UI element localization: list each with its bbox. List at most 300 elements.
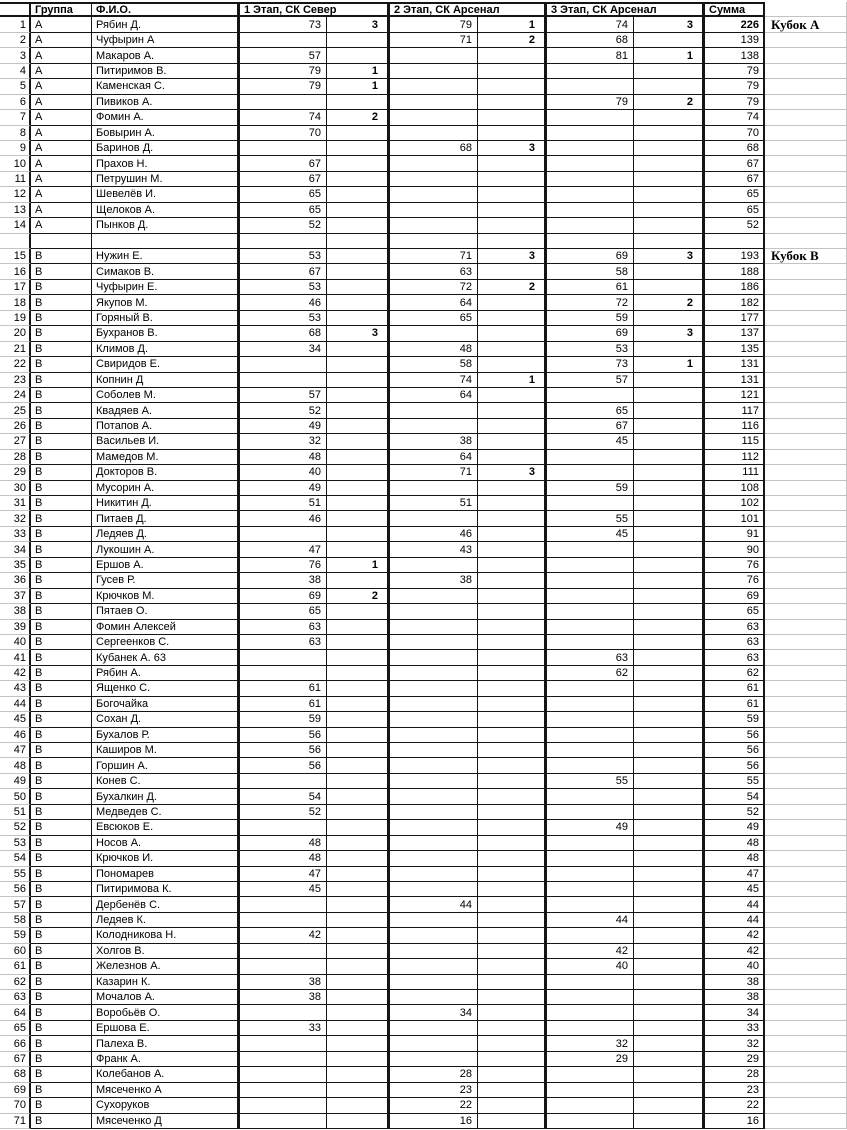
stage1-score-cell: 33: [240, 1021, 327, 1036]
stage2-bonus-cell: [478, 1098, 547, 1113]
sum-cell: 193: [705, 249, 765, 264]
stage1-score-cell: 76: [240, 558, 327, 573]
stage2-score-cell: [390, 697, 478, 712]
cup-cell: [765, 187, 847, 202]
row-number: 42: [0, 666, 31, 681]
stage2-bonus-cell: [478, 789, 547, 804]
row-number: [0, 234, 31, 249]
stage3-bonus-cell: [634, 342, 705, 357]
stage3-bonus-cell: [634, 234, 705, 249]
stage3-score-cell: [547, 110, 634, 125]
stage3-bonus-cell: [634, 388, 705, 403]
stage1-bonus-cell: [327, 913, 390, 928]
stage1-score-cell: [240, 1052, 327, 1067]
stage2-score-cell: [390, 851, 478, 866]
name-cell: Медведев С.: [92, 805, 240, 820]
row-number: 36: [0, 573, 31, 588]
group-cell: В: [31, 867, 92, 882]
stage2-bonus-cell: 1: [478, 17, 547, 32]
row-number: 22: [0, 357, 31, 372]
cup-cell: [765, 280, 847, 295]
sum-cell: 54: [705, 789, 765, 804]
group-cell: В: [31, 558, 92, 573]
row-number: 67: [0, 1052, 31, 1067]
stage2-bonus-cell: [478, 728, 547, 743]
cup-cell: [765, 1067, 847, 1082]
name-cell: Баринов Д.: [92, 141, 240, 156]
stage2-bonus-cell: [478, 944, 547, 959]
stage3-bonus-cell: 3: [634, 326, 705, 341]
row-number: 59: [0, 928, 31, 943]
stage1-score-cell: 57: [240, 48, 327, 63]
stage3-bonus-cell: [634, 1098, 705, 1113]
stage3-bonus-cell: [634, 758, 705, 773]
stage2-score-cell: [390, 820, 478, 835]
name-cell: Горшин А.: [92, 758, 240, 773]
stage1-bonus-cell: [327, 264, 390, 279]
cup-cell: [765, 928, 847, 943]
row-number: 52: [0, 820, 31, 835]
stage1-bonus-cell: [327, 805, 390, 820]
stage2-bonus-cell: [478, 1005, 547, 1020]
stage2-score-cell: [390, 805, 478, 820]
stage2-bonus-cell: [478, 64, 547, 79]
stage2-score-cell: [390, 95, 478, 110]
row-number: 57: [0, 897, 31, 912]
stage3-bonus-cell: [634, 604, 705, 619]
name-cell: Прахов Н.: [92, 156, 240, 171]
group-cell: В: [31, 434, 92, 449]
name-cell: Щелоков А.: [92, 203, 240, 218]
stage3-score-cell: [547, 743, 634, 758]
cup-cell: [765, 774, 847, 789]
sum-cell: 226: [705, 17, 765, 32]
stage2-bonus-cell: [478, 496, 547, 511]
name-cell: Рябин Д.: [92, 17, 240, 32]
stage1-score-cell: [240, 1067, 327, 1082]
stage3-bonus-cell: [634, 280, 705, 295]
cup-cell: [765, 434, 847, 449]
stage3-bonus-cell: 2: [634, 295, 705, 310]
stage3-bonus-cell: [634, 681, 705, 696]
group-cell: В: [31, 820, 92, 835]
group-cell: В: [31, 589, 92, 604]
sum-cell: 44: [705, 897, 765, 912]
stage3-score-cell: 42: [547, 944, 634, 959]
col-header-sum: Сумма: [705, 2, 765, 17]
row-number: 21: [0, 342, 31, 357]
cup-cell: [765, 481, 847, 496]
stage2-bonus-cell: [478, 975, 547, 990]
stage3-score-cell: [547, 867, 634, 882]
stage1-score-cell: [240, 913, 327, 928]
name-cell: Докторов В.: [92, 465, 240, 480]
stage1-bonus-cell: [327, 944, 390, 959]
name-cell: Колодникова Н.: [92, 928, 240, 943]
stage2-bonus-cell: [478, 928, 547, 943]
name-cell: Воробьёв О.: [92, 1005, 240, 1020]
name-cell: Нужин Е.: [92, 249, 240, 264]
name-cell: Рябин А.: [92, 666, 240, 681]
stage3-score-cell: [547, 635, 634, 650]
stage1-bonus-cell: [327, 357, 390, 372]
row-number: 48: [0, 758, 31, 773]
stage1-score-cell: 63: [240, 620, 327, 635]
stage1-score-cell: 38: [240, 975, 327, 990]
stage2-bonus-cell: [478, 172, 547, 187]
sum-cell: 121: [705, 388, 765, 403]
stage1-bonus-cell: 2: [327, 110, 390, 125]
cup-cell: [765, 511, 847, 526]
stage2-bonus-cell: [478, 1021, 547, 1036]
group-cell: В: [31, 311, 92, 326]
row-number: 31: [0, 496, 31, 511]
row-number: 43: [0, 681, 31, 696]
stage2-bonus-cell: 2: [478, 33, 547, 48]
group-cell: В: [31, 357, 92, 372]
sum-cell: 32: [705, 1036, 765, 1051]
stage3-bonus-cell: [634, 496, 705, 511]
stage2-bonus-cell: [478, 758, 547, 773]
stage2-bonus-cell: [478, 743, 547, 758]
cup-cell: [765, 33, 847, 48]
name-cell: Петрушин М.: [92, 172, 240, 187]
cup-cell: [765, 666, 847, 681]
cup-cell: [765, 1052, 847, 1067]
stage3-bonus-cell: [634, 990, 705, 1005]
group-cell: В: [31, 928, 92, 943]
stage3-score-cell: [547, 1083, 634, 1098]
sum-cell: 90: [705, 542, 765, 557]
stage3-bonus-cell: [634, 33, 705, 48]
stage2-bonus-cell: [478, 681, 547, 696]
stage1-bonus-cell: [327, 836, 390, 851]
group-cell: В: [31, 774, 92, 789]
stage2-score-cell: [390, 203, 478, 218]
stage1-score-cell: [240, 1098, 327, 1113]
stage2-bonus-cell: [478, 990, 547, 1005]
stage1-bonus-cell: [327, 496, 390, 511]
name-cell: Мочалов А.: [92, 990, 240, 1005]
name-cell: Бовырин А.: [92, 126, 240, 141]
row-number: 17: [0, 280, 31, 295]
stage2-bonus-cell: [478, 527, 547, 542]
name-cell: Мясеченко А: [92, 1083, 240, 1098]
stage2-score-cell: 72: [390, 280, 478, 295]
row-number: 53: [0, 836, 31, 851]
stage2-bonus-cell: [478, 326, 547, 341]
stage3-bonus-cell: [634, 1005, 705, 1020]
name-cell: Носов А.: [92, 836, 240, 851]
stage3-bonus-cell: 3: [634, 17, 705, 32]
stage1-score-cell: [240, 959, 327, 974]
stage1-bonus-cell: [327, 511, 390, 526]
stage3-bonus-cell: [634, 743, 705, 758]
stage1-score-cell: [240, 1036, 327, 1051]
stage3-bonus-cell: [634, 434, 705, 449]
stage1-score-cell: [240, 95, 327, 110]
stage3-bonus-cell: 1: [634, 357, 705, 372]
stage1-score-cell: 47: [240, 542, 327, 557]
row-number: 9: [0, 141, 31, 156]
stage2-bonus-cell: [478, 434, 547, 449]
stage3-bonus-cell: [634, 141, 705, 156]
group-cell: А: [31, 126, 92, 141]
stage1-bonus-cell: [327, 774, 390, 789]
stage3-bonus-cell: [634, 712, 705, 727]
cup-cell: [765, 820, 847, 835]
sum-cell: 42: [705, 928, 765, 943]
name-cell: Питаев Д.: [92, 511, 240, 526]
stage3-bonus-cell: [634, 126, 705, 141]
stage3-score-cell: 69: [547, 326, 634, 341]
sum-cell: 56: [705, 728, 765, 743]
stage1-score-cell: 46: [240, 511, 327, 526]
stage3-bonus-cell: [634, 1036, 705, 1051]
stage1-bonus-cell: [327, 48, 390, 63]
sum-cell: 33: [705, 1021, 765, 1036]
stage1-bonus-cell: [327, 1083, 390, 1098]
row-number: 58: [0, 913, 31, 928]
stage2-score-cell: 64: [390, 450, 478, 465]
stage1-score-cell: [240, 1114, 327, 1129]
cup-cell: [765, 156, 847, 171]
stage1-bonus-cell: [327, 620, 390, 635]
cup-cell: [765, 743, 847, 758]
cup-cell: [765, 110, 847, 125]
stage1-bonus-cell: [327, 156, 390, 171]
group-cell: В: [31, 975, 92, 990]
stage3-bonus-cell: [634, 373, 705, 388]
stage1-bonus-cell: 3: [327, 17, 390, 32]
cup-cell: [765, 789, 847, 804]
stage1-score-cell: 53: [240, 311, 327, 326]
cup-cell: [765, 1036, 847, 1051]
stage3-score-cell: 45: [547, 527, 634, 542]
cup-cell: [765, 64, 847, 79]
stage1-score-cell: 51: [240, 496, 327, 511]
name-cell: Чуфырин Е.: [92, 280, 240, 295]
cup-cell: [765, 264, 847, 279]
cup-cell: [765, 728, 847, 743]
stage1-bonus-cell: [327, 959, 390, 974]
name-cell: Франк А.: [92, 1052, 240, 1067]
stage1-bonus-cell: [327, 867, 390, 882]
group-cell: А: [31, 110, 92, 125]
stage1-bonus-cell: [327, 141, 390, 156]
name-cell: Крючков И.: [92, 851, 240, 866]
stage2-bonus-cell: [478, 1052, 547, 1067]
stage1-bonus-cell: [327, 1005, 390, 1020]
row-number: 35: [0, 558, 31, 573]
stage3-bonus-cell: [634, 836, 705, 851]
group-cell: В: [31, 1005, 92, 1020]
sum-cell: 76: [705, 573, 765, 588]
stage1-bonus-cell: 2: [327, 589, 390, 604]
stage3-score-cell: 65: [547, 403, 634, 418]
stage3-score-cell: 29: [547, 1052, 634, 1067]
stage3-score-cell: [547, 712, 634, 727]
sum-cell: 22: [705, 1098, 765, 1113]
group-cell: В: [31, 897, 92, 912]
stage3-score-cell: [547, 558, 634, 573]
cup-cell: [765, 712, 847, 727]
stage3-score-cell: 53: [547, 342, 634, 357]
stage2-score-cell: 79: [390, 17, 478, 32]
row-number: 45: [0, 712, 31, 727]
sum-cell: 108: [705, 481, 765, 496]
stage1-bonus-cell: [327, 1067, 390, 1082]
stage3-score-cell: [547, 79, 634, 94]
stage3-score-cell: [547, 542, 634, 557]
name-cell: Богочайка: [92, 697, 240, 712]
row-number: 55: [0, 867, 31, 882]
name-cell: Пынков Д.: [92, 218, 240, 233]
stage1-score-cell: 48: [240, 836, 327, 851]
group-cell: В: [31, 465, 92, 480]
sum-cell: 23: [705, 1083, 765, 1098]
stage2-score-cell: 63: [390, 264, 478, 279]
row-number: 27: [0, 434, 31, 449]
stage2-score-cell: [390, 681, 478, 696]
stage2-score-cell: 68: [390, 141, 478, 156]
sum-cell: 28: [705, 1067, 765, 1082]
stage3-bonus-cell: [634, 1083, 705, 1098]
group-cell: В: [31, 758, 92, 773]
stage1-bonus-cell: [327, 465, 390, 480]
group-cell: В: [31, 650, 92, 665]
stage3-bonus-cell: [634, 511, 705, 526]
row-number: 40: [0, 635, 31, 650]
group-cell: А: [31, 33, 92, 48]
stage2-bonus-cell: [478, 311, 547, 326]
cup-cell: [765, 95, 847, 110]
stage2-bonus-cell: [478, 573, 547, 588]
cup-cell: [765, 1021, 847, 1036]
stage2-bonus-cell: [478, 604, 547, 619]
row-number: 23: [0, 373, 31, 388]
stage2-score-cell: [390, 882, 478, 897]
stage3-bonus-cell: [634, 820, 705, 835]
stage3-score-cell: [547, 187, 634, 202]
sum-cell: 79: [705, 79, 765, 94]
cup-cell: [765, 1083, 847, 1098]
group-cell: [31, 234, 92, 249]
stage3-bonus-cell: [634, 527, 705, 542]
stage1-score-cell: 45: [240, 882, 327, 897]
stage3-score-cell: [547, 64, 634, 79]
stage1-score-cell: [240, 373, 327, 388]
stage1-score-cell: 70: [240, 126, 327, 141]
stage2-bonus-cell: [478, 542, 547, 557]
stage1-bonus-cell: [327, 1114, 390, 1129]
sum-cell: 117: [705, 403, 765, 418]
stage2-bonus-cell: [478, 511, 547, 526]
col-header-stage1: 1 Этап, СК Север: [240, 2, 390, 17]
stage3-bonus-cell: [634, 218, 705, 233]
stage3-score-cell: [547, 141, 634, 156]
stage1-bonus-cell: [327, 203, 390, 218]
stage3-score-cell: [547, 388, 634, 403]
group-cell: В: [31, 295, 92, 310]
name-cell: Климов Д.: [92, 342, 240, 357]
stage1-bonus-cell: [327, 434, 390, 449]
stage2-score-cell: 28: [390, 1067, 478, 1082]
stage1-bonus-cell: [327, 635, 390, 650]
stage2-bonus-cell: [478, 1083, 547, 1098]
row-number: 18: [0, 295, 31, 310]
group-cell: В: [31, 511, 92, 526]
group-cell: В: [31, 264, 92, 279]
stage2-score-cell: [390, 187, 478, 202]
stage1-bonus-cell: 1: [327, 64, 390, 79]
stage2-bonus-cell: [478, 558, 547, 573]
cup-cell: [765, 604, 847, 619]
stage2-score-cell: [390, 481, 478, 496]
cup-cell: [765, 697, 847, 712]
row-number: 19: [0, 311, 31, 326]
stage2-bonus-cell: [478, 450, 547, 465]
stage1-score-cell: [240, 141, 327, 156]
group-cell: В: [31, 1067, 92, 1082]
stage3-score-cell: 68: [547, 33, 634, 48]
group-cell: В: [31, 620, 92, 635]
sum-cell: 68: [705, 141, 765, 156]
stage2-score-cell: [390, 48, 478, 63]
stage1-score-cell: 61: [240, 697, 327, 712]
stage2-score-cell: 74: [390, 373, 478, 388]
stage1-score-cell: 42: [240, 928, 327, 943]
cup-cell: [765, 913, 847, 928]
stage1-bonus-cell: [327, 820, 390, 835]
stage1-score-cell: 79: [240, 79, 327, 94]
stage1-bonus-cell: [327, 604, 390, 619]
stage1-score-cell: 49: [240, 419, 327, 434]
stage3-score-cell: [547, 573, 634, 588]
group-cell: В: [31, 805, 92, 820]
stage2-score-cell: 64: [390, 388, 478, 403]
row-number: 25: [0, 403, 31, 418]
stage1-score-cell: [240, 33, 327, 48]
stage3-score-cell: [547, 805, 634, 820]
stage1-score-cell: 46: [240, 295, 327, 310]
row-number: 71: [0, 1114, 31, 1129]
stage3-score-cell: 57: [547, 373, 634, 388]
cup-cell: [765, 867, 847, 882]
cup-cell: [765, 650, 847, 665]
stage3-bonus-cell: [634, 589, 705, 604]
group-cell: В: [31, 1021, 92, 1036]
stage3-bonus-cell: [634, 913, 705, 928]
sum-cell: 34: [705, 1005, 765, 1020]
sum-cell: 177: [705, 311, 765, 326]
cup-cell: [765, 1098, 847, 1113]
stage3-bonus-cell: [634, 110, 705, 125]
stage2-bonus-cell: [478, 234, 547, 249]
name-cell: Васильев И.: [92, 434, 240, 449]
stage3-score-cell: [547, 1114, 634, 1129]
row-number: 4: [0, 64, 31, 79]
stage1-bonus-cell: [327, 1098, 390, 1113]
sum-cell: 91: [705, 527, 765, 542]
name-cell: Евсюков Е.: [92, 820, 240, 835]
sum-cell: 76: [705, 558, 765, 573]
cup-cell: [765, 419, 847, 434]
stage2-score-cell: [390, 326, 478, 341]
name-cell: Ершов А.: [92, 558, 240, 573]
name-cell: [92, 234, 240, 249]
stage1-bonus-cell: [327, 280, 390, 295]
